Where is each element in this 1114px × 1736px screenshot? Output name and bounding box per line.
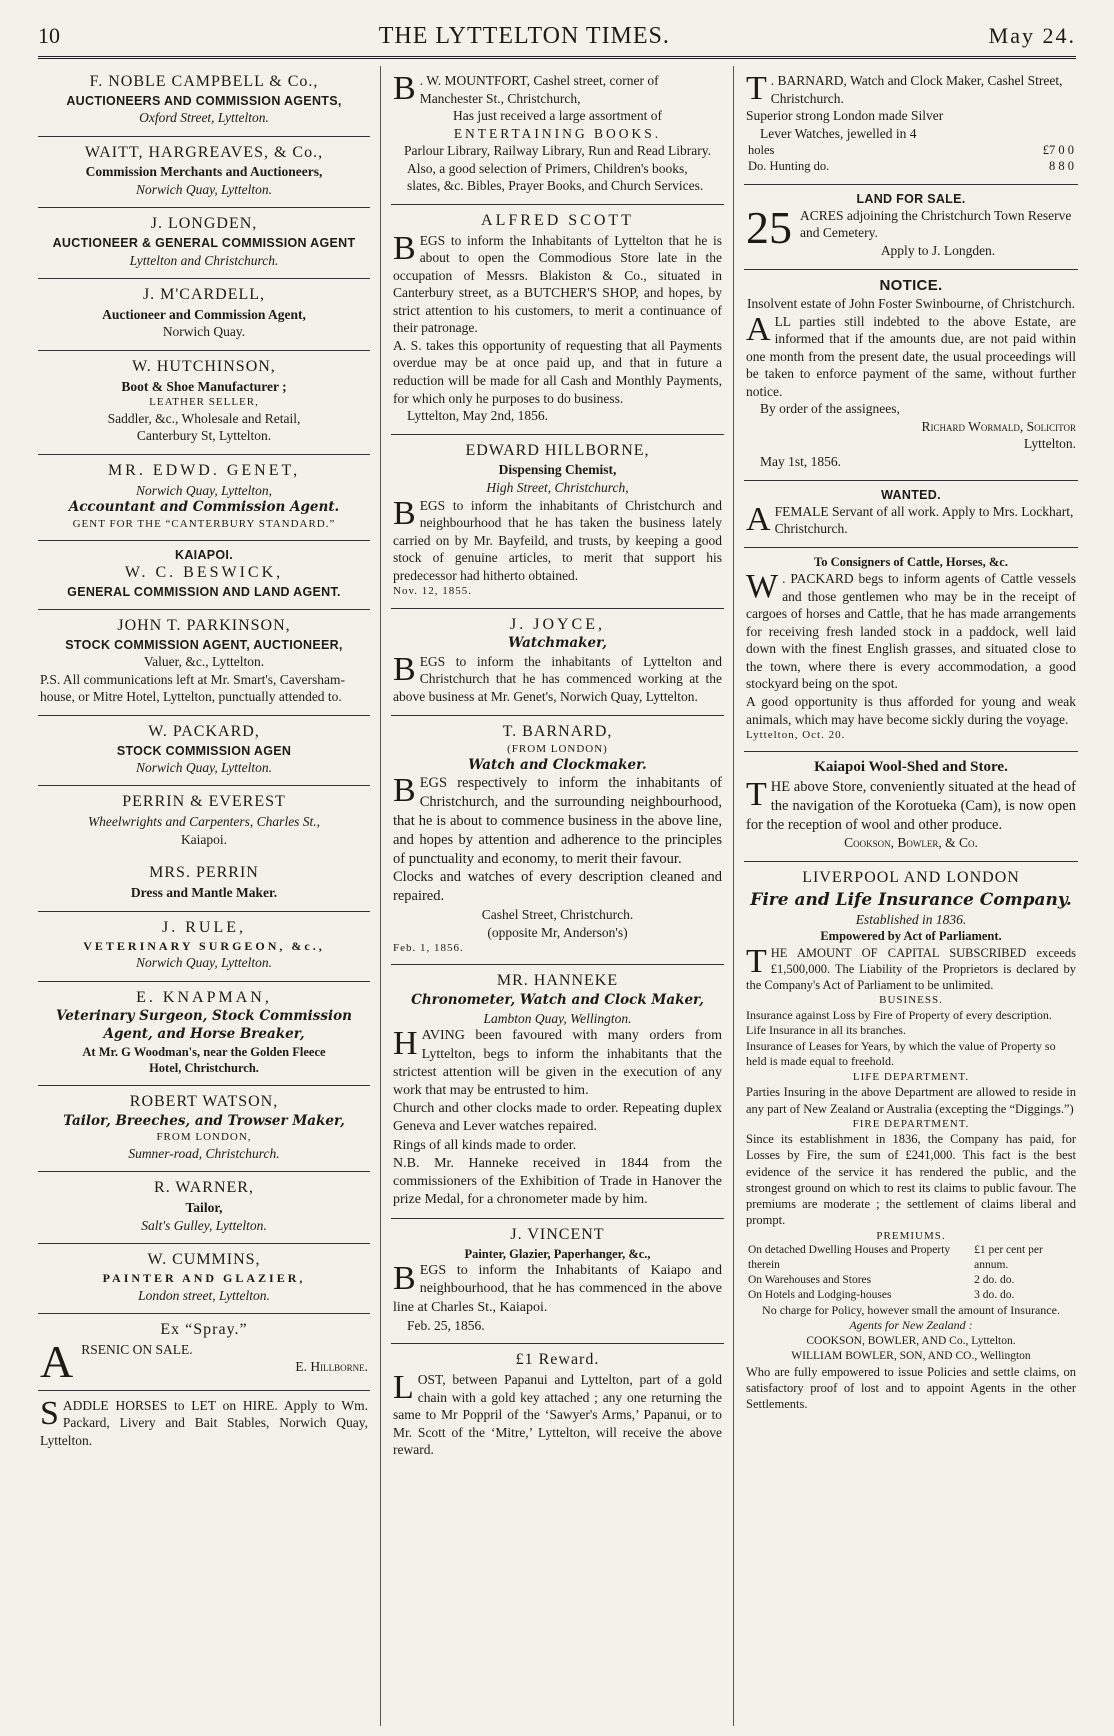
- drop-cap: L: [393, 1369, 414, 1407]
- ad-trade: STOCK COMMISSION AGENT, AUCTIONEER,: [65, 637, 343, 652]
- ad-title: WANTED.: [881, 487, 941, 502]
- ad-body: . BARNARD, Watch and Clock Maker, Cashel Street, Christchurch.: [770, 73, 1063, 106]
- ad-body: N.B. Mr. Hanneke received in 1844 from the commissioners of the Exhibition of Trade in Hanover the prize Medal, for a chronometer made by him.: [393, 1155, 722, 1208]
- ad-body: EGS respectively to inform the inhabitants of Christchurch, and the surrounding neighbourhood, that he is about to commence business in the above line, and hopes by attention and adherence to the principles of punctuality and economy, to merit their favour.: [393, 775, 722, 867]
- ad-address: Norwich Quay, Lyttelton,: [135, 482, 273, 498]
- ad-line: At Mr. G Woodman's, near the Golden Fleece: [82, 1044, 326, 1059]
- ad-reward: [391, 1344, 724, 1468]
- ad-date: Feb. 25, 1856.: [407, 1317, 485, 1333]
- ad-body: EGS to inform the inhabitants of Christchurch and neighbourhood that he has taken the business lately carried on by Mr. Bayfeild, and trusts, by keeping a good stock of genuine articles, to merit that support his predecessor had hitherto obtained.: [393, 497, 722, 583]
- ad-genet: [38, 455, 370, 541]
- ad-body: HE AMOUNT OF CAPITAL SUBSCRIBED exceeds £1,500,000. The Liability of the Proprietors is declared by the Company's Act of Parliament to be unlimited.: [746, 945, 1076, 993]
- ad-trade: Accountant and Commission Agent.: [68, 499, 340, 516]
- ad-trade: Chronometer, Watch and Clock Maker,: [411, 992, 704, 1009]
- ad-date: Feb. 1, 1856.: [393, 942, 464, 955]
- ad-body: Parties Insuring in the above Department are allowed to reside in any part of New Zealand or Australia (excepting the “Diggings.”): [746, 1085, 1076, 1116]
- ad-line: (FROM LONDON): [507, 743, 608, 756]
- section-heading: PREMIUMS.: [876, 1229, 946, 1242]
- ad-trade: Tailor,: [185, 1200, 223, 1216]
- ad-trade: Veterinary Surgeon, Stock Commission Agent, and Horse Breaker,: [56, 1008, 352, 1042]
- ad-title: W. PACKARD,: [148, 722, 260, 740]
- table-row: On Warehouses and Stores 2 do. do.: [748, 1273, 1015, 1286]
- ad-line: Superior strong London made Silver: [746, 108, 944, 124]
- column-divider-1: [380, 66, 381, 1726]
- ad-signature: Richard Wormald, Solicitor: [921, 418, 1076, 434]
- ad-body: . W. MOUNTFORT, Cashel street, corner of Manchester St., Christchurch,: [419, 73, 659, 106]
- ad-arsenic: [38, 1314, 370, 1391]
- ad-title: J. RULE,: [162, 918, 246, 936]
- ad-hanneke: [391, 965, 724, 1219]
- ad-trade: Boot & Shoe Manufacturer ;: [121, 378, 287, 394]
- ad-date: Nov. 12, 1855.: [393, 585, 472, 598]
- ad-title: Kaiapoi Wool-Shed and Store.: [814, 759, 1008, 776]
- ad-address: Norwich Quay.: [162, 324, 246, 340]
- ad-body: A good opportunity is thus afforded for young and weak animals, which may have become sickly during the voyage.: [746, 693, 1076, 727]
- issue-date: May 24.: [988, 23, 1076, 48]
- ad-title: To Consigners of Cattle, Horses, &c.: [814, 554, 1008, 569]
- ad-trade: Auctioneer and Commission Agent,: [102, 306, 306, 322]
- ad-body: Insurance of Leases for Years, by which the value of Property so held is made equal to freehold.: [746, 1038, 1056, 1069]
- drop-cap: B: [393, 229, 416, 267]
- drop-cap: B: [393, 772, 416, 810]
- drop-cap: T: [746, 775, 767, 813]
- ad-title: MR. EDWD. GENET,: [107, 461, 301, 479]
- ad-line: Apply to J. Longden.: [880, 243, 996, 259]
- ad-woolshed: [744, 752, 1078, 862]
- ad-title: JOHN T. PARKINSON,: [117, 617, 291, 635]
- ad-tbarnard: [391, 716, 724, 966]
- ad-wanted: [744, 481, 1078, 548]
- ad-trade: AUCTIONEER & GENERAL COMMISSION AGENT: [52, 236, 356, 251]
- ad-body: FEMALE Servant of all work. Apply to Mrs. Lockhart, Christchurch.: [774, 503, 1074, 537]
- column-divider-2: [733, 66, 734, 1726]
- ad-trade: VETERINARY SURGEON, &c.,: [83, 938, 325, 953]
- ad-title: MR. HANNEKE: [496, 972, 619, 990]
- ad-body: Church and other clocks made to order. Repeating duplex Geneva and Lever watches repaired.: [393, 1101, 722, 1135]
- column-1: [38, 66, 370, 1458]
- ad-body: Who are fully empowered to issue Policies and settle claims, on satisfactory proof of lost and to appoint Agents in the other Settlements.: [746, 1364, 1076, 1412]
- ad-title: WAITT, HARGREAVES, & Co.,: [84, 143, 324, 161]
- premiums-table: [746, 1243, 1076, 1303]
- ad-body: HE above Store, conveniently situated at the head of the navigation of the Korotueka (Cam), is now open for the reception of wool and other produce.: [746, 778, 1076, 833]
- ad-scott: [391, 205, 724, 435]
- ad-address: (opposite Mr, Anderson's): [487, 924, 628, 940]
- ad-hillborne: [391, 435, 724, 609]
- ad-body: LL parties still indebted to the above Estate, are informed that if the amounts due, are not paid within one month from the present date, the usual proceedings will be taken to enforce payment of the same, without further notice.: [746, 313, 1076, 399]
- ad-watson: [38, 1086, 370, 1172]
- drop-cap: S: [40, 1394, 59, 1432]
- ad-longden: [38, 208, 370, 279]
- ad-line: GENT FOR THE “CANTERBURY STANDARD.”: [72, 517, 336, 530]
- ad-title: PERRIN & EVEREST: [122, 793, 286, 811]
- ad-line: Insolvent estate of John Foster Swinbourne, of Christchurch.: [746, 296, 1076, 312]
- ad-trade: Commission Merchants and Auctioneers,: [85, 164, 323, 180]
- ad-title: W. C. BESWICK,: [124, 564, 284, 582]
- ad-title: £1 Reward.: [515, 1351, 600, 1369]
- agent-line: COOKSON, BOWLER, AND Co., Lyttelton.: [806, 1334, 1016, 1347]
- ad-line: Parlour Library, Railway Library, Run and Read Library.: [403, 143, 712, 159]
- ad-title: J. LONGDEN,: [150, 215, 258, 233]
- ad-body: OST, between Papanui and Lyttelton, part of a gold chain with a gold key attached ; any one returning the same to Mr Poppril of the ‘Sawyer's Arms,’ Papanui, or to Mr. Scott of the ‘Mitre,’ Lyttelton, will receive the above reward.: [393, 1372, 722, 1458]
- ad-line: Saddler, &c., Wholesale and Retail,: [107, 410, 301, 426]
- ad-date: Lyttelton, Oct. 20.: [746, 729, 846, 742]
- ad-hutchinson: [38, 351, 370, 455]
- ad-place: Lyttelton.: [1023, 436, 1076, 452]
- ad-trade: AUCTIONEERS AND COMMISSION AGENTS,: [66, 93, 342, 108]
- section-heading: Agents for New Zealand :: [849, 1318, 973, 1333]
- company-name: Fire and Life Insurance Company.: [750, 889, 1072, 910]
- ad-warner: [38, 1172, 370, 1244]
- ad-title: LAND FOR SALE.: [856, 191, 966, 206]
- table-row: holes £7 0 0: [748, 143, 1074, 158]
- price-table: [746, 142, 1076, 175]
- ad-beswick: [38, 541, 370, 610]
- ad-address: Norwich Quay, Lyttelton.: [135, 759, 273, 775]
- drop-cap: B: [393, 494, 416, 532]
- ad-address: Sumner-road, Christchurch.: [128, 1145, 280, 1161]
- drop-cap: T: [746, 942, 767, 980]
- ad-title: ROBERT WATSON,: [129, 1093, 279, 1111]
- ad-address: Norwich Quay, Lyttelton.: [135, 181, 273, 197]
- ad-body: Also, a good selection of Primers, Children's books, slates, &c. Bibles, Prayer Books, and Church Services.: [407, 160, 704, 194]
- ad-consigners: [744, 548, 1078, 752]
- header-rule: [38, 56, 1076, 59]
- ad-title: E. KNAPMAN,: [136, 988, 272, 1006]
- ad-title: MRS. PERRIN: [149, 864, 259, 882]
- ad-body: No charge for Policy, however small the amount of Insurance.: [762, 1302, 1060, 1317]
- table-row: On Hotels and Lodging-houses 3 do. do.: [748, 1288, 1015, 1301]
- ad-body: Life Insurance in all its branches.: [746, 1023, 906, 1038]
- ad-title: Ex “Spray.”: [160, 1321, 248, 1339]
- ad-trade: GENERAL COMMISSION AND LAND AGENT.: [67, 584, 341, 599]
- ad-line: LEATHER SELLER,: [149, 396, 259, 409]
- ad-title: F. NOBLE CAMPBELL & Co.,: [89, 73, 319, 90]
- ad-trade: Wheelwrights and Carpenters, Charles St.,: [87, 814, 321, 830]
- table-row: On detached Dwelling Houses and Property therein £1 per cent per annum.: [748, 1243, 1043, 1271]
- column-2: [391, 66, 724, 1468]
- ad-title: W. HUTCHINSON,: [132, 357, 276, 375]
- ad-cummins: [38, 1244, 370, 1314]
- section-heading: LIFE DEPARTMENT.: [852, 1071, 970, 1084]
- ad-body: A. S. takes this opportunity of requesting that all Payments overdue may be at once paid up, and that in future a reduction will be made for all Cash and Monthly Payments, for which only he purposes to do business.: [393, 337, 722, 406]
- ad-title: ALFRED SCOTT: [481, 211, 634, 229]
- ad-mrs-perrin: [38, 857, 370, 911]
- ad-body: ADDLE HORSES to LET on HIRE. Apply to Wm. Packard, Livery and Bait Stables, Norwich Quay, Lyttelton.: [40, 1397, 368, 1448]
- ad-place: Kaiapoi.: [180, 831, 228, 847]
- ad-parkinson: [38, 610, 370, 716]
- ad-body: Since its establishment in 1836, the Company has paid, for Losses by Fire, the sum of £241,000. This fact is the best evidence of the service it has rendered the public, and the strongest ground on which to rest its claims to public favour. The premiums are moderate ; the settlement of claims liberal and prompt.: [746, 1132, 1076, 1228]
- ad-insurance: [744, 862, 1078, 1422]
- ad-title: EDWARD HILLBORNE,: [465, 441, 650, 459]
- ad-address: London street, Lyttelton.: [138, 1287, 270, 1303]
- ad-title: NOTICE.: [879, 276, 943, 294]
- ad-line: Established in 1836.: [855, 911, 967, 927]
- ad-line: Has just received a large assortment of: [453, 108, 662, 124]
- ad-address: Cashel Street, Christchurch.: [481, 907, 634, 923]
- drop-cap: A: [40, 1335, 74, 1387]
- ad-line: Valuer, &c., Lyttelton.: [143, 654, 265, 670]
- drop-cap: A: [746, 310, 771, 348]
- ad-body: EGS to inform the Inhabitants of Lyttelton that he is about to open the Commodious Store late in the occupation of Messrs. Blakiston & Co., situated in Canterbury street, as a BUTCHER'S SHOP, and hopes, by strict attention to his customers, to merit a continuance of their patronage.: [393, 232, 722, 336]
- ad-land-for-sale: [744, 185, 1078, 270]
- ad-campbell: [38, 66, 370, 137]
- ad-waitt: [38, 137, 370, 209]
- drop-cap: W: [746, 568, 779, 606]
- ad-date: Lyttelton, May 2nd, 1856.: [407, 408, 548, 424]
- ad-line: By order of the assignees,: [760, 401, 900, 417]
- newspaper-title: THE LYTTELTON TIMES.: [378, 22, 670, 49]
- ad-title: R. WARNER,: [154, 1179, 254, 1197]
- ad-saddle-horses: [38, 1391, 370, 1459]
- drop-cap: T: [746, 70, 767, 107]
- ad-trade: Painter, Glazier, Paperhanger, &c.,: [464, 1247, 651, 1262]
- section-heading: BUSINESS.: [879, 994, 943, 1007]
- ad-joyce: [391, 609, 724, 716]
- ad-address: Lyttelton and Christchurch.: [129, 252, 279, 268]
- ad-body: AVING been favoured with many orders from Lyttelton, begs to inform the inhabitants that the strictest attention will be given in the execution of any work that may be entrusted to him.: [393, 1028, 722, 1098]
- ad-barnard-watches: [744, 66, 1078, 185]
- ad-date: May 1st, 1856.: [760, 454, 841, 469]
- ad-address: Oxford Street, Lyttelton.: [139, 110, 269, 126]
- masthead: [38, 18, 1076, 54]
- ad-packard: [38, 716, 370, 787]
- ad-address: Norwich Quay, Lyttelton.: [135, 955, 273, 971]
- ad-knapman: [38, 982, 370, 1086]
- drop-cap: B: [393, 1260, 416, 1298]
- ad-signature: E. Hillborne.: [295, 1359, 368, 1375]
- ad-title: LIVERPOOL AND LONDON: [802, 868, 1020, 886]
- drop-cap: A: [746, 500, 771, 538]
- ad-address: Canterbury St, Lyttelton.: [136, 428, 272, 444]
- ad-trade: Watchmaker,: [508, 635, 607, 652]
- ad-address: Lambton Quay, Wellington.: [483, 1010, 632, 1026]
- drop-cap: H: [393, 1025, 418, 1063]
- ad-body: RSENIC ON SALE.: [81, 1341, 193, 1357]
- ad-body: . PACKARD begs to inform agents of Cattle vessels and those gentlemen who may be in the receipt of cargoes of horses and Cattle, that he has made arrangements for receiving fresh landed stock in a paddock, well laid down with the finest English grasses, and situated close to the town, where there is every accommodation, a good stockyard being on the spot.: [746, 571, 1076, 692]
- table-row: Do. Hunting do. 8 8 0: [748, 159, 1074, 174]
- ad-line: Empowered by Act of Parliament.: [820, 929, 1002, 944]
- ad-line: FROM LONDON,: [156, 1131, 252, 1144]
- ad-trade: Tailor, Breeches, and Trowser Maker,: [63, 1112, 345, 1129]
- ad-trade: Watch and Clockmaker.: [468, 756, 647, 773]
- ad-body: EGS to inform the inhabitants of Lyttelton and Christchurch that he has commenced working at the above business at Mr. Genet's, Norwich Quay, Lyttelton.: [393, 653, 722, 704]
- drop-number: 25: [746, 201, 792, 253]
- ad-signature: Cookson, Bowler, & Co.: [844, 835, 978, 851]
- ad-trade: STOCK COMMISSION AGEN: [116, 743, 292, 758]
- ad-mountfort: [391, 66, 724, 205]
- ad-title: J. M'CARDELL,: [142, 286, 266, 304]
- ad-body: Insurance against Loss by Fire of Property of every description.: [746, 1007, 1052, 1022]
- ad-line: Lever Watches, jewelled in 4: [760, 125, 917, 141]
- ad-address: High Street, Christchurch,: [486, 479, 629, 495]
- ad-trade: Dispensing Chemist,: [498, 462, 617, 478]
- ad-body: P.S. All communications left at Mr. Smart's, Caversham-house, or Mitre Hotel, Lyttelton, punctually attended to.: [40, 671, 346, 705]
- drop-cap: B: [393, 650, 416, 688]
- drop-cap: B: [393, 70, 416, 107]
- ad-trade: PAINTER AND GLAZIER,: [102, 1270, 306, 1285]
- column-3: [744, 66, 1078, 1422]
- ad-body: ACRES adjoining the Christchurch Town Reserve and Cemetery.: [800, 207, 1072, 241]
- agent-line: WILLIAM BOWLER, SON, AND CO., Wellington: [791, 1349, 1031, 1362]
- ad-title: W. CUMMINS,: [147, 1251, 261, 1269]
- ad-notice: [744, 270, 1078, 481]
- ad-address: Salt's Gulley, Lyttelton.: [141, 1217, 267, 1233]
- ad-mcardell: [38, 279, 370, 351]
- ad-body: Rings of all kinds made to order.: [393, 1137, 577, 1153]
- ad-title: T. BARNARD,: [502, 722, 613, 740]
- ad-body: EGS to inform the Inhabitants of Kaiapo and neighbourhood, that he has commenced in the above line at Charles St., Kaiapoi.: [393, 1263, 722, 1315]
- ad-place: KAIAPOI.: [175, 547, 233, 562]
- page-number: 10: [38, 23, 60, 48]
- section-heading: FIRE DEPARTMENT.: [852, 1117, 970, 1130]
- ad-perrin: [38, 786, 370, 857]
- ad-vincent: [391, 1219, 724, 1344]
- ad-title: J. JOYCE,: [509, 615, 605, 633]
- ad-title: J. VINCENT: [510, 1226, 605, 1244]
- ad-rule: [38, 912, 370, 982]
- ad-line: Hotel, Christchurch.: [149, 1060, 259, 1075]
- ad-body: Clocks and watches of every description cleaned and repaired.: [393, 869, 722, 905]
- ad-trade: Dress and Mantle Maker.: [130, 885, 278, 901]
- ad-title: ENTERTAINING BOOKS.: [453, 125, 662, 141]
